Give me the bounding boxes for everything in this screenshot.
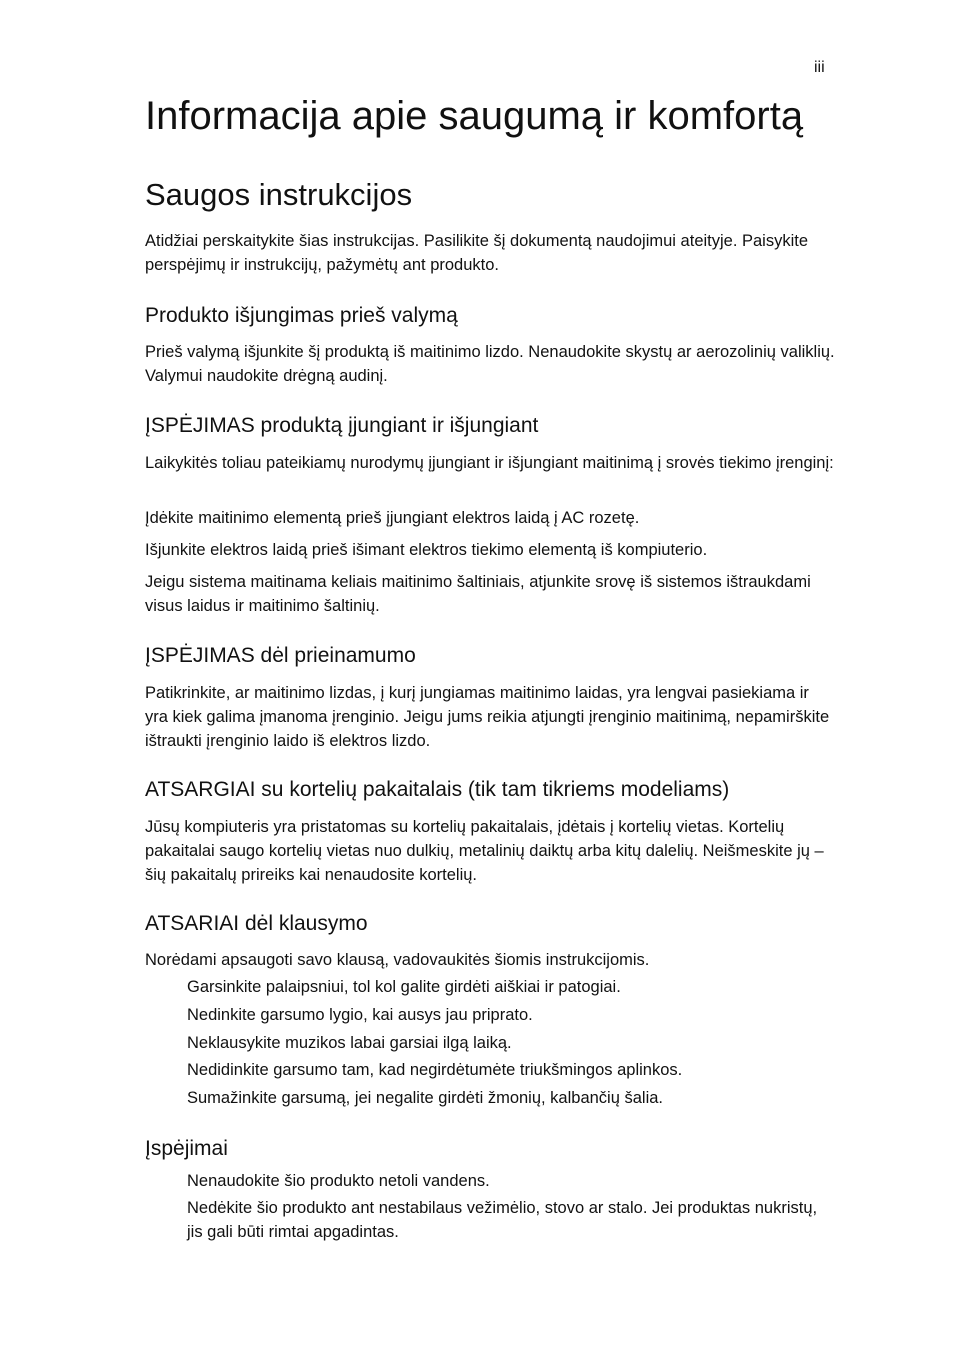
warning-item: Nedėkite šio produkto ant nestabilaus vežimėlio, stovo ar stalo. Jei produktas nukristų, jis gali būti rimtai apgadintas.	[187, 1199, 818, 1241]
cleaning-paragraph: Prieš valymą išjunkite šį produktą iš maitinimo lizdo. Nenaudokite skystų ar aerozolinių valiklių. Valymui naudokite drėgną audinį.	[145, 343, 835, 385]
hearing-paragraph: Norėdami apsaugoti savo klausą, vadovaukitės šiomis instrukcijomis.	[145, 951, 650, 969]
power-paragraph-4: Jeigu sistema maitinama keliais maitinimo šaltiniais, atjunkite srovę iš sistemos ištraukdami visus laidus ir maitinimo šaltinių.	[145, 573, 811, 615]
heading-accessibility-warning: ĮSPĖJIMAS dėl prieinamumo	[145, 644, 416, 667]
heading-hearing: ATSARIAI dėl klausymo	[145, 912, 368, 935]
power-paragraph-3: Išjunkite elektros laidą prieš išimant elektros tiekimo elementą iš kompiuterio.	[145, 541, 708, 559]
page-title: Informacija apie saugumą ir komfortą	[145, 94, 804, 138]
hearing-item: Neklausykite muzikos labai garsiai ilgą laiką.	[187, 1034, 512, 1052]
accessibility-paragraph: Patikrinkite, ar maitinimo lizdas, į kurį jungiamas maitinimo laidas, yra lengvai pasiekiama ir yra kiek galima įmanoma įrenginio. Jeigu jums reikia atjungti įrenginio maitinimą, nepamirškite ištraukti įrenginio laido iš elektros lizdo.	[145, 684, 830, 750]
hearing-item: Nedidinkite garsumo tam, kad negirdėtumėte triukšmingos aplinkos.	[187, 1061, 683, 1079]
heading-cleaning: Produkto išjungimas prieš valymą	[145, 304, 458, 327]
intro-paragraph: Atidžiai perskaitykite šias instrukcijas. Pasilikite šį dokumentą naudojimui ateityje. Paisykite perspėjimų ir instrukcijų, pažymėtų ant produkto.	[145, 232, 809, 274]
section-title: Saugos instrukcijos	[145, 177, 413, 212]
hearing-item: Garsinkite palaipsniui, tol kol galite girdėti aiškiai ir patogiai.	[187, 978, 621, 996]
heading-card-dummies: ATSARGIAI su kortelių pakaitalais (tik tam tikriems modeliams)	[145, 778, 730, 801]
power-paragraph-1: Laikykitės toliau pateikiamų nurodymų įjungiant ir išjungiant maitinimą į srovės tiekimo įrenginį:	[145, 454, 834, 472]
power-paragraph-2: Įdėkite maitinimo elementą prieš įjungiant elektros laidą į AC rozetę.	[145, 509, 640, 527]
heading-power-warning: ĮSPĖJIMAS produktą įjungiant ir išjungiant	[145, 414, 539, 437]
heading-warnings: Įspėjimai	[145, 1137, 228, 1160]
page-number: iii	[814, 59, 825, 76]
card-dummies-paragraph: Jūsų kompiuteris yra pristatomas su kortelių pakaitalais, įdėtais į kortelių vietas. Kortelių pakaitalai saugo kortelių vietas nuo dulkių, metalinių daiktų arba kitų dalelių. Neišmeskite jų – šių pakaitalų prireiks kai nenaudosite kortelių.	[145, 818, 824, 884]
warning-item: Nenaudokite šio produkto netoli vandens.	[187, 1172, 490, 1190]
hearing-item: Nedinkite garsumo lygio, kai ausys jau priprato.	[187, 1006, 533, 1024]
hearing-item: Sumažinkite garsumą, jei negalite girdėti žmonių, kalbančių šalia.	[187, 1089, 663, 1107]
